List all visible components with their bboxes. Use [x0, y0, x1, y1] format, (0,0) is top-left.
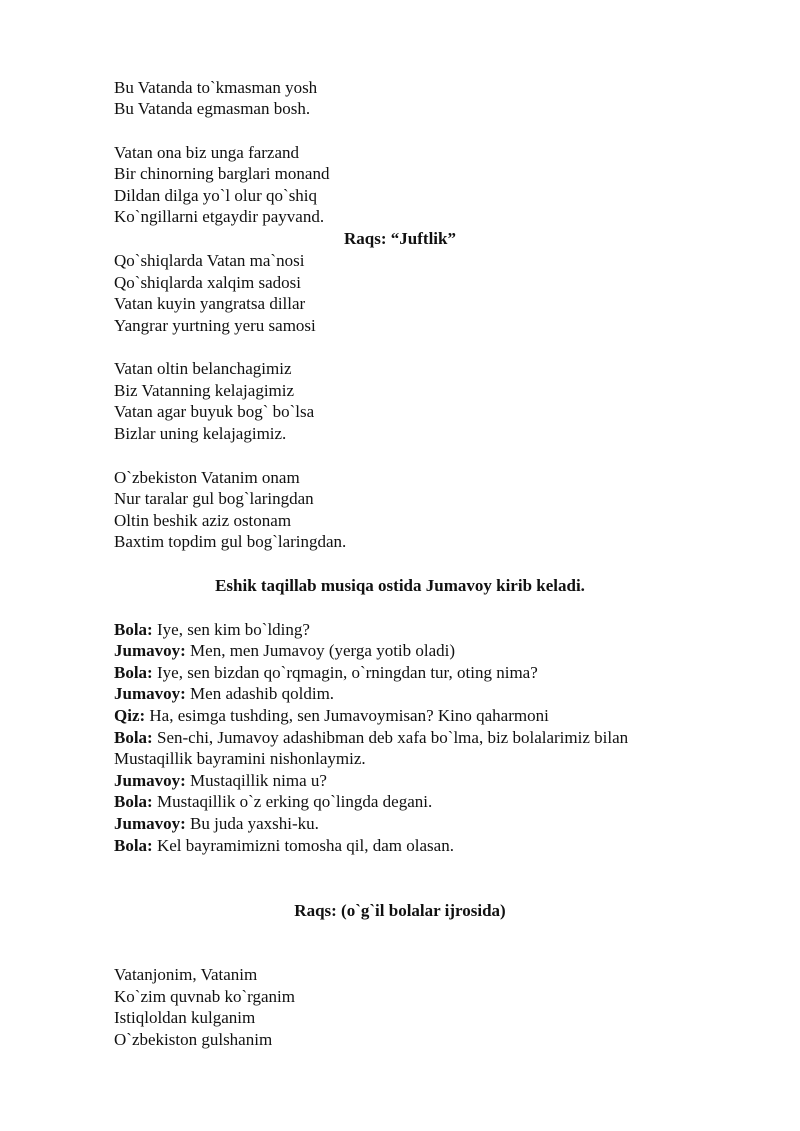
dialogue-text: Iye, sen bizdan qo`rqmagin, o`rningdan tur, oting nima? — [152, 663, 538, 682]
verse-line: Vatan kuyin yangratsa dillar — [114, 294, 306, 313]
dialogue-line — [114, 770, 327, 791]
dialogue-line — [114, 727, 628, 748]
verse-line: Biz Vatanning kelajagimiz — [114, 381, 295, 400]
dialogue-line — [114, 813, 319, 834]
verse-line: Bu Vatanda to`kmasman yosh — [114, 78, 318, 97]
dialogue-line — [114, 748, 366, 769]
verse-line: Vatan agar buyuk bog` bo`lsa — [114, 402, 315, 421]
stage-direction: Eshik taqillab musiqa ostida Jumavoy kirib keladi. — [215, 576, 585, 595]
dialogue-text: Ha, esimga tushding, sen Jumavoymisan? Kino qaharmoni — [145, 706, 549, 725]
dialogue-text: Men adashib qoldim. — [185, 684, 335, 703]
verse-line: Qo`shiqlarda xalqim sadosi — [114, 273, 301, 292]
dialogue-line — [114, 705, 549, 726]
verse-line: Nur taralar gul bog`laringdan — [114, 489, 314, 508]
dialogue-text: Men, men Jumavoy (yerga yotib oladi) — [185, 641, 456, 660]
verse-line: O`zbekiston gulshanim — [114, 1030, 273, 1049]
dialogue-text: Mustaqillik o`z erking qo`lingda degani. — [152, 792, 433, 811]
speaker-label: Jumavoy: — [114, 771, 186, 790]
speaker-label: Bola: — [114, 620, 153, 639]
dance-heading: Raqs: “Juftlik” — [344, 229, 456, 248]
verse-line: Ko`zim quvnab ko`rganim — [114, 987, 295, 1006]
verse-line: Oltin beshik aziz ostonam — [114, 511, 292, 530]
dance-heading: Raqs: (o`g`il bolalar ijrosida) — [294, 901, 506, 920]
verse-line: Baxtim topdim gul bog`laringdan. — [114, 532, 347, 551]
dialogue-line — [114, 835, 454, 856]
dialogue-line — [114, 640, 455, 661]
dialogue-line — [114, 791, 432, 812]
dialogue-text: Bu juda yaxshi-ku. — [185, 814, 319, 833]
verse-line: O`zbekiston Vatanim onam — [114, 468, 300, 487]
verse-line: Yangrar yurtning yeru samosi — [114, 316, 316, 335]
verse-line: Bir chinorning barglari monand — [114, 164, 330, 183]
dialogue-text: Sen-chi, Jumavoy adashibman deb xafa bo`lma, biz bolalarimiz bilan — [152, 728, 629, 747]
dialogue-text: Mustaqillik nima u? — [185, 771, 327, 790]
speaker-label: Jumavoy: — [114, 814, 186, 833]
dialogue-text: Mustaqillik bayramini nishonlaymiz. — [114, 749, 366, 768]
verse-line: Ko`ngillarni etgaydir payvand. — [114, 207, 325, 226]
dialogue-text: Kel bayramimizni tomosha qil, dam olasan. — [152, 836, 454, 855]
speaker-label: Bola: — [114, 663, 153, 682]
verse-line: Dildan dilga yo`l olur qo`shiq — [114, 186, 318, 205]
speaker-label: Jumavoy: — [114, 641, 186, 660]
speaker-label: Qiz: — [114, 706, 146, 725]
speaker-label: Bola: — [114, 836, 153, 855]
verse-line: Vatan oltin belanchagimiz — [114, 359, 292, 378]
verse-line: Vatanjonim, Vatanim — [114, 965, 258, 984]
speaker-label: Jumavoy: — [114, 684, 186, 703]
verse-line: Bu Vatanda egmasman bosh. — [114, 99, 311, 118]
verse-line: Qo`shiqlarda Vatan ma`nosi — [114, 251, 305, 270]
verse-line: Istiqloldan kulganim — [114, 1008, 256, 1027]
speaker-label: Bola: — [114, 792, 153, 811]
verse-line: Vatan ona biz unga farzand — [114, 143, 300, 162]
dialogue-line — [114, 662, 538, 683]
dialogue-text: Iye, sen kim bo`lding? — [152, 620, 310, 639]
verse-line: Bizlar uning kelajagimiz. — [114, 424, 287, 443]
speaker-label: Bola: — [114, 728, 153, 747]
dialogue-line — [114, 683, 334, 704]
dialogue-line — [114, 619, 310, 640]
